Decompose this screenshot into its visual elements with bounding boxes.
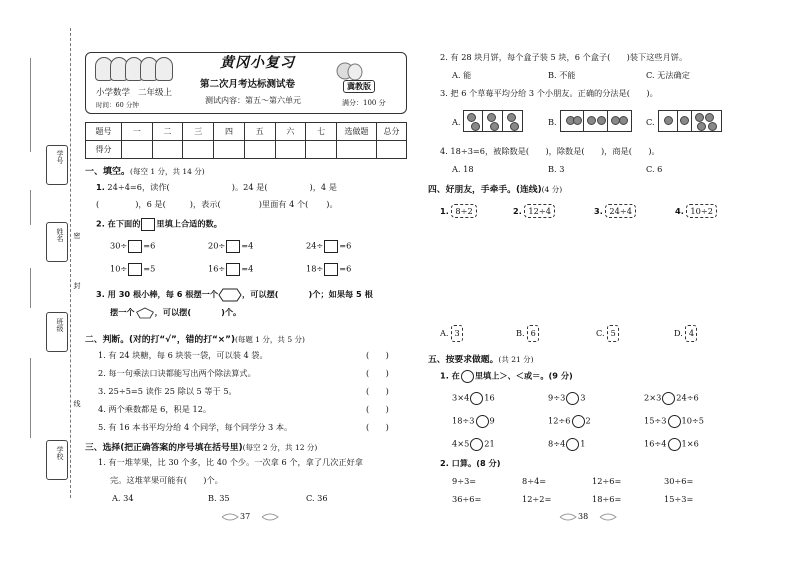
compare-item-1: 3×4 16 [452,392,495,405]
equation-1: 30÷ =6 [110,240,155,253]
match-top-4[interactable]: 4. 10÷2 [675,204,717,218]
test-scope: 测试内容：第五～第六单元 [205,96,301,105]
compare-item-4: 18÷3 9 [452,415,495,428]
seal-mark-3: 线 [73,400,81,407]
choice-question-2: 2. 有 28 块月饼，每个盒子装 5 块，6 个盒子( )装下这些月饼。 [440,52,688,62]
choice-1-option-a[interactable]: A. 34 [112,493,134,503]
oral-calc-item[interactable]: 18÷6= [592,494,622,504]
hexagon-icon [218,288,242,302]
strawberry-icon [680,116,689,125]
class-line [30,268,31,308]
strawberry-icon [467,113,476,122]
score-table-score-row [86,141,407,159]
fill-question-1-line-2: ( )，6 是( )，表示( )里面有 4 个( )。 [96,199,338,209]
score-input-cell[interactable] [275,141,306,159]
section-4-heading: 四、好朋友，手牵手。(连线)(4 分) [428,185,563,195]
judge-item-5: 5. 有 16 本书平均分给 4 个同学，每个同学分 3 本。 [98,422,293,432]
equation-6: 18÷ =6 [306,263,351,276]
brand-title: 黄冈小复习 [220,55,295,71]
judge-paren-5[interactable]: ( ) [366,422,389,432]
score-table-cell: 七 [306,123,337,141]
match-bottom-c[interactable]: C. 5 [596,325,619,342]
blank-box-icon [141,218,155,231]
edition-badge: 冀教版 [343,80,375,93]
choice-question-1-line-2: 完。这堆苹果可能有( )个。 [110,475,223,485]
compare-item-9: 16÷4 1×6 [644,438,699,451]
fill-question-1-line-1: 1. 24÷4=6，读作( )。24 是( )，4 是 [96,182,337,192]
name-label: 姓名 [56,228,64,242]
compare-circle[interactable] [668,438,681,451]
oral-calc-item[interactable]: 9÷3= [452,476,477,486]
compare-circle[interactable] [476,415,489,428]
section-5-heading: 五、按要求做题。(共 21 分) [428,355,534,365]
cartoon-kids-illustration [95,57,175,87]
choice-2-option-c[interactable]: C. 无法确定 [646,70,690,80]
score-table-cell: 总分 [377,123,407,141]
compare-circle[interactable] [668,415,681,428]
fill-question-2: 2. 在下面的 里填上合适的数。 [96,218,222,231]
score-table-cell: 二 [152,123,183,141]
oral-calc-item[interactable]: 12÷2= [522,494,552,504]
full-score: 满分：100 分 [342,99,386,107]
compare-circle[interactable] [470,438,483,451]
judge-item-4: 4. 两个乘数都是 6，积是 12。 [98,404,212,414]
equation-3: 24÷ =6 [306,240,351,253]
circle-blank-icon [461,370,474,383]
oral-calc-item[interactable]: 30÷6= [664,476,694,486]
strawberry-icon [664,116,673,125]
answer-box[interactable] [226,263,240,276]
strawberry-icon [708,122,717,131]
compare-circle[interactable] [566,392,579,405]
strawberry-icon [471,122,480,131]
judge-paren-4[interactable]: ( ) [366,404,389,414]
equation-2: 20÷ =4 [208,240,253,253]
score-input-cell[interactable] [337,141,377,159]
oral-calc-item[interactable]: 15÷3= [664,494,694,504]
match-bottom-a[interactable]: A. 3 [440,325,463,342]
judge-paren-2[interactable]: ( ) [366,368,389,378]
section-3-heading: 三、选择(把正确答案的序号填在括号里)(每空 2 分，共 12 分) [85,443,318,453]
answer-box[interactable] [324,240,338,253]
strawberry-icon [619,116,628,125]
match-bottom-d[interactable]: D. 4 [674,325,697,342]
compare-question: 1. 在 里填上＞、＜或＝。(9 分) [440,370,573,383]
compare-item-3: 2×3 24÷6 [644,392,699,405]
answer-box[interactable] [128,263,142,276]
judge-paren-1[interactable]: ( ) [366,350,389,360]
compare-item-8: 8÷4 1 [548,438,586,451]
page-number-right: 38 [578,512,589,521]
choice-3-option-b[interactable]: B. [548,117,557,127]
choice-1-option-c[interactable]: C. 36 [306,493,328,503]
score-table [85,122,407,159]
choice-2-option-b[interactable]: B. 不能 [548,70,576,80]
compare-item-2: 9÷3 3 [548,392,586,405]
oral-calc-item[interactable]: 36÷6= [452,494,482,504]
section-1-heading: 一、填空。(每空 1 分，共 14 分) [85,167,205,177]
judge-item-1: 1. 有 24 块糖，每 6 块装一袋，可以装 4 袋。 [98,350,268,360]
score-table-cell: 五 [244,123,275,141]
answer-box[interactable] [226,240,240,253]
compare-item-6: 15÷3 10÷5 [644,415,704,428]
score-table-cell: 四 [214,123,245,141]
score-table-header-row [86,123,407,141]
choice-2-option-a[interactable]: A. 能 [452,70,472,80]
match-top-2[interactable]: 2. 12÷4 [513,204,555,218]
school-label: 学校 [56,446,64,460]
strawberry-icon [487,113,496,122]
score-table-cell: 三 [183,123,214,141]
score-input-cell[interactable] [183,141,214,159]
binding-strip [0,0,81,574]
choice-4-option-c[interactable]: C. 6 [646,164,663,174]
compare-item-7: 4×5 21 [452,438,495,451]
equation-5: 16÷ =4 [208,263,253,276]
compare-item-5: 12÷6 2 [548,415,591,428]
choice-question-1-line-1: 1. 有一堆苹果，比 30 个多，比 40 个少。一次拿 6 个，拿了几次正好拿 [98,457,363,467]
score-input-cell[interactable] [214,141,245,159]
strawberry-icon [573,116,582,125]
subject: 小学数学 [96,88,131,98]
score-input-cell[interactable] [377,141,407,159]
strawberry-icon [697,122,706,131]
choice-question-4: 4. 18÷3=6，被除数是( )，除数是( )，商是( )。 [440,146,660,156]
oral-calc-item[interactable]: 12÷6= [592,476,622,486]
compare-circle[interactable] [470,392,483,405]
fill-question-3-line-1: 3. 用 30 根小棒，每 6 根摆一个 ，可以摆( )个；如果每 5 根 [96,288,373,302]
grade: 二年级上 [138,88,173,98]
compare-circle[interactable] [572,415,585,428]
oral-calc-item[interactable]: 8÷4= [522,476,547,486]
strawberry-group-a [463,110,523,132]
cut-line [70,28,71,498]
seal-mark-2: 封 [73,282,81,289]
student-id-label: 学号 [56,150,64,164]
judge-paren-3[interactable]: ( ) [366,386,389,396]
oral-calc-question: 2. 口算。(8 分) [440,458,501,468]
name-line [30,190,31,225]
score-table-cell: 六 [275,123,306,141]
strawberry-icon [507,113,516,122]
score-input-cell[interactable] [152,141,183,159]
score-input-cell[interactable] [244,141,275,159]
section-2-heading: 二、判断。(对的打“√”，错的打“×”)(每题 1 分，共 5 分) [85,335,305,345]
strawberry-icon [490,122,499,131]
score-table-cell: 一 [122,123,153,141]
strawberry-icon [597,116,606,125]
answer-box[interactable] [324,263,338,276]
compare-circle[interactable] [662,392,675,405]
pentagon-icon [135,306,155,320]
score-input-cell[interactable] [306,141,337,159]
answer-box[interactable] [128,240,142,253]
strawberry-icon [510,122,519,131]
seal-mark-1: 密 [73,232,81,239]
page-number-left: 37 [240,512,251,521]
match-top-3[interactable]: 3. 24÷4 [594,204,636,218]
choice-4-option-b[interactable]: B. 3 [548,164,565,174]
score-table-cell: 题号 [86,123,122,141]
student-id-line [30,58,31,152]
strawberry-icon [705,113,714,122]
strawberry-icon [695,113,704,122]
class-label: 班级 [56,318,64,332]
choice-1-option-b[interactable]: B. 35 [208,493,230,503]
strawberry-icon [587,116,596,125]
choice-3-option-a[interactable]: A. [452,117,461,127]
choice-question-3: 3. 把 6 个草莓平均分给 3 个小朋友。正确的分法是( )。 [440,88,658,98]
equation-4: 10÷ =5 [110,263,155,276]
compare-circle[interactable] [566,438,579,451]
choice-3-option-c[interactable]: C. [646,117,655,127]
choice-4-option-a[interactable]: A. 18 [452,164,474,174]
match-bottom-b[interactable]: B. 6 [516,325,539,342]
school-line [30,358,31,438]
fill-question-3-line-2: 摆一个 ，可以摆( )个。 [110,306,241,320]
match-top-1[interactable]: 1. 8÷2 [440,204,477,218]
time-limit: 时间：60 分钟 [96,101,139,109]
judge-item-2: 2. 每一句乘法口诀都能写出两个除法算式。 [98,368,256,378]
score-table-cell: 选做题 [337,123,377,141]
judge-item-3: 3. 25÷5=5 读作 25 除以 5 等于 5。 [98,386,237,396]
strawberry-group-b [560,110,632,132]
score-table-cell: 得分 [86,141,122,159]
strawberry-group-c [658,110,722,132]
exam-title: 第二次月考达标测试卷 [200,79,296,90]
score-input-cell[interactable] [122,141,153,159]
